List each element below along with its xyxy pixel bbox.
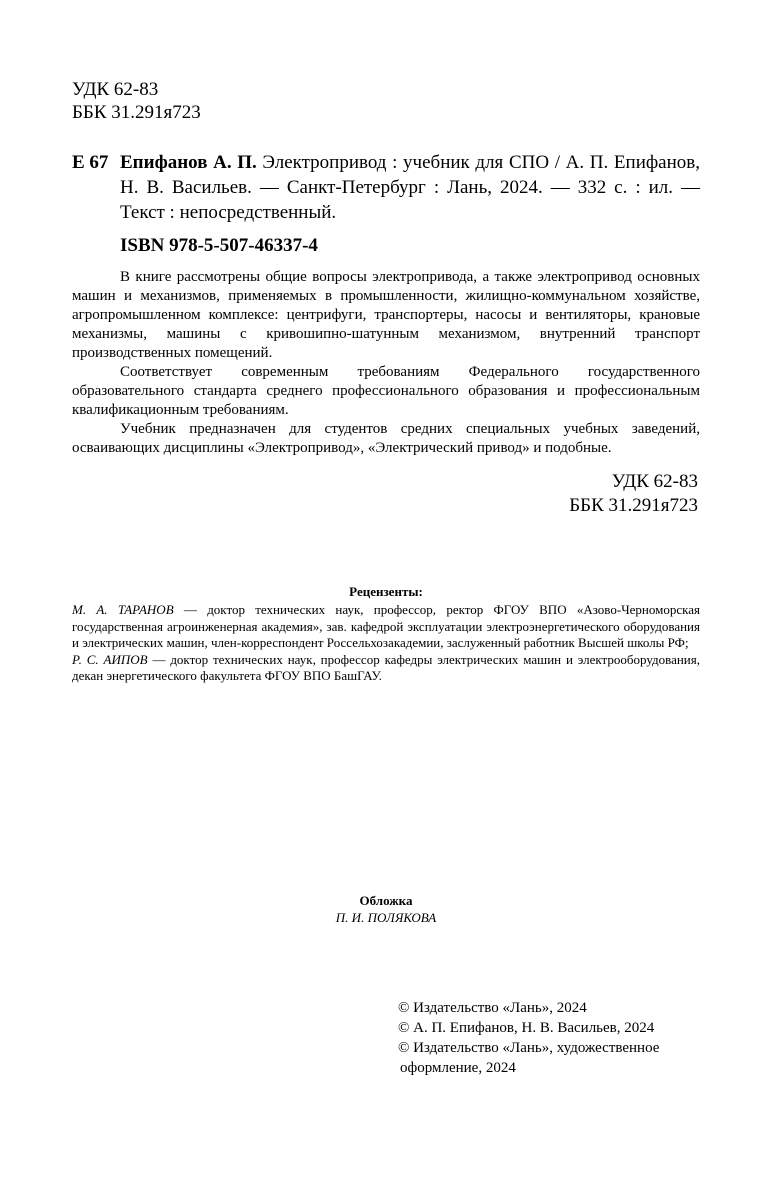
isbn: ISBN 978-5-507-46337-4	[120, 235, 318, 256]
copyright-line: © Издательство «Лань», 2024	[398, 1000, 587, 1016]
reviewer-entry	[72, 602, 700, 652]
udk-code: УДК 62-83	[611, 471, 698, 492]
reviewers-list	[72, 602, 700, 685]
udk-block-right	[540, 470, 698, 518]
cover-title: Обложка	[359, 893, 413, 908]
reviewer-details: — доктор технических наук, профессор, ректор ФГОУ ВПО «Азово-Черноморская государственная агроинженерная академия», зав. кафедрой эксплуатации электроэнергетического оборудования и электрических машин, член-корреспондент Россельхозакадемии, заслуженный работник Высшей школы РФ;	[72, 602, 700, 650]
copyright-line: © А. П. Епифанов, Н. В. Васильев, 2024	[398, 1020, 655, 1036]
abstract-paragraph: В книге рассмотрены общие вопросы электропривода, а также электропривод основных машин и механизмов, применяемых в промышленности, жилищно-коммунальном хозяйстве, агропромышленном комплексе: центрифуги, транспортеры, насосы и вентиляторы, крановые механизмы, машины с кривошипно-шатунным механизмом, внутренний транспорт производственных помещений.	[72, 269, 700, 361]
bbk-code: ББК 31.291я723	[569, 495, 698, 516]
copyright-line: © Издательство «Лань», художественное	[398, 1040, 660, 1056]
abstract-paragraph: Соответствует современным требованиям Федерального государственного образовательного стандарта среднего профессионального образования и профессиональным квалификационным требованиям.	[72, 364, 700, 418]
author-name: Епифанов А. П.	[120, 152, 257, 173]
abstract-paragraph: Учебник предназначен для студентов средних специальных учебных заведений, осваивающих дисциплины «Электропривод», «Электрический привод» и подобные.	[72, 421, 700, 456]
reviewer-name: М. А. ТАРАНОВ	[72, 602, 174, 617]
abstract	[72, 268, 700, 458]
cover-designer: П. И. ПОЛЯКОВА	[335, 910, 437, 925]
author-mark: Е 67	[72, 152, 109, 173]
reviewer-name: Р. С. АИПОВ	[72, 651, 148, 667]
bibliographic-description	[120, 150, 700, 225]
copyright-line: оформление, 2024	[400, 1060, 516, 1076]
description-text: Электропривод : учебник для СПО / А. П. Епифанов, Н. В. Васильев. — Санкт-Петербург : Лань, 2024. — 332 с. : ил. — Текст : непосредственный.	[120, 152, 700, 223]
reviewer-entry	[72, 652, 700, 685]
bbk-code: ББК 31.291я723	[72, 102, 201, 123]
reviewers-title: Рецензенты:	[349, 584, 423, 599]
udk-code: УДК 62-83	[72, 79, 159, 100]
reviewer-details: — доктор технических наук, профессор кафедры электрических машин и электрооборудования, декан энергетического факультета ФГОУ ВПО БашГАУ.	[72, 651, 700, 683]
udk-block-top	[72, 78, 201, 124]
copyright-block	[398, 998, 698, 1078]
